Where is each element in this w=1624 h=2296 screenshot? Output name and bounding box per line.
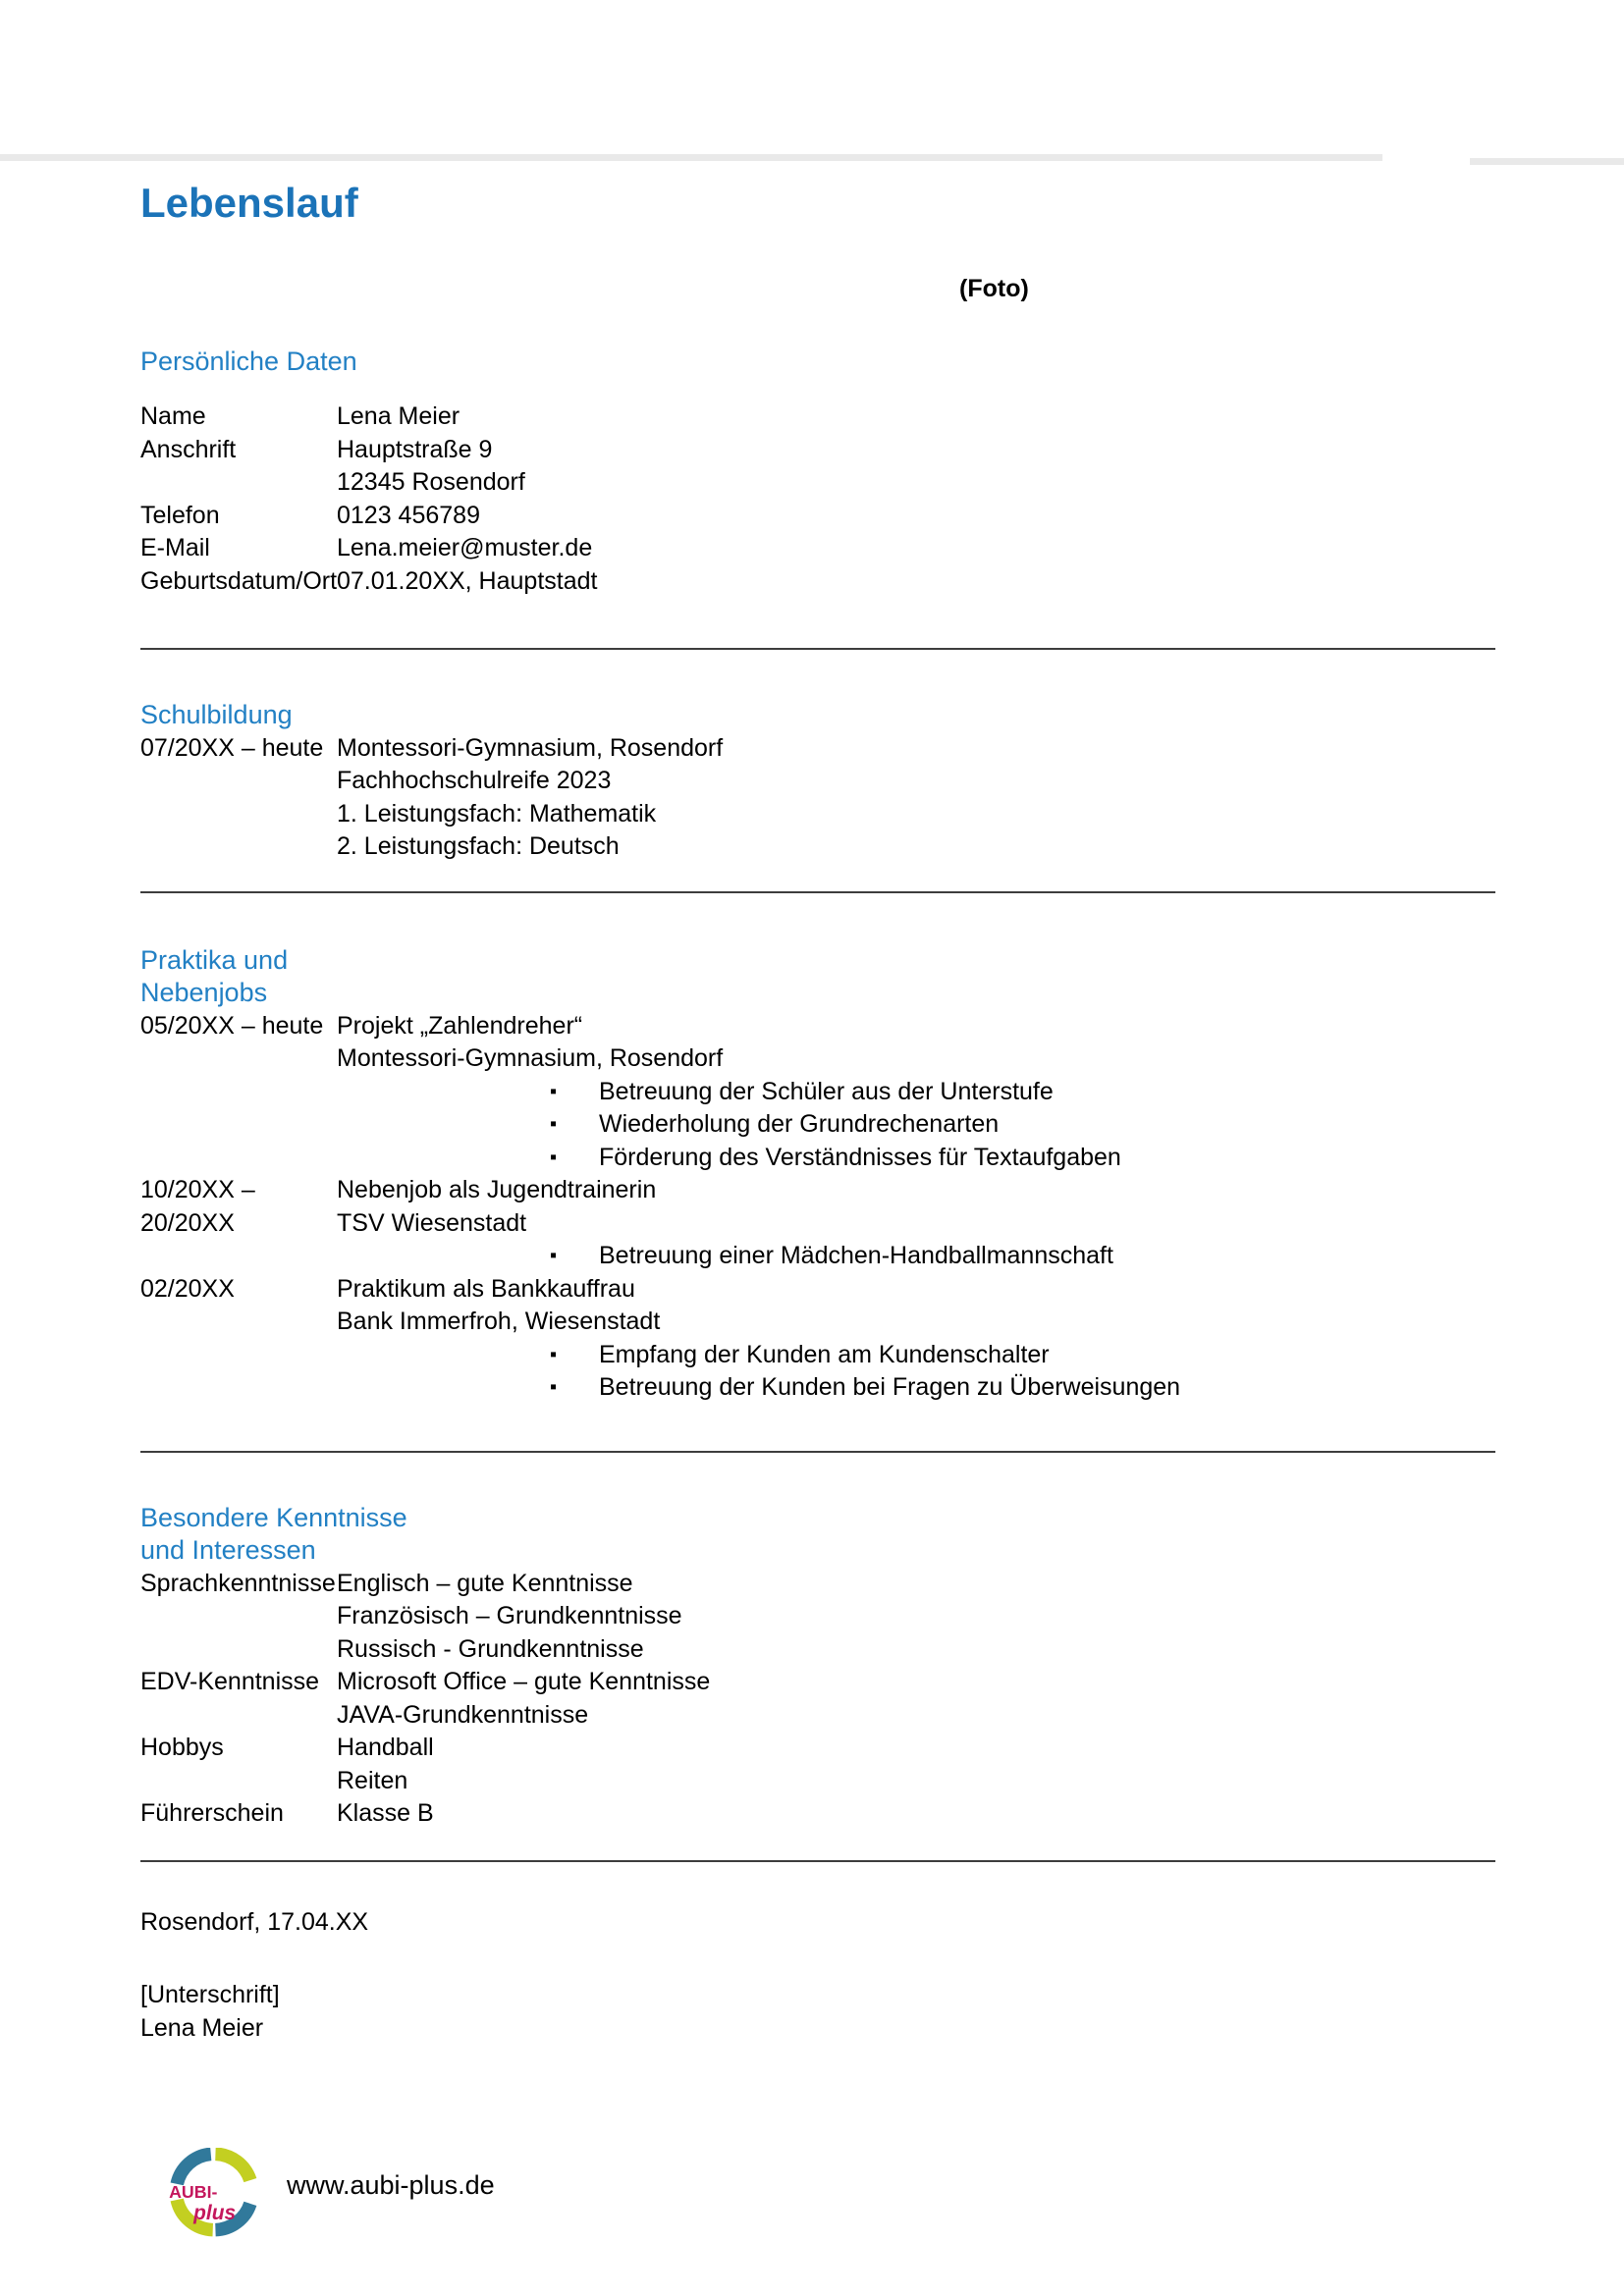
bullet-item xyxy=(337,1108,1495,1142)
bullet-item xyxy=(337,1142,1495,1175)
field-value xyxy=(337,400,1495,434)
photo-placeholder: (Foto) xyxy=(959,275,1029,302)
bullet-icon: ▪ xyxy=(550,1146,558,1168)
bullet-item xyxy=(337,1240,1495,1273)
value-line: Lena.meier@muster.de xyxy=(337,534,593,561)
value-line: Microsoft Office – gute Kenntnisse xyxy=(337,1668,711,1695)
period: 10/20XX – 20/20XX xyxy=(140,1176,255,1237)
data-row xyxy=(140,565,1495,599)
bullet-item xyxy=(337,1076,1495,1109)
logo-ring-top-right xyxy=(215,2154,249,2180)
field-value xyxy=(337,532,1495,565)
entry-line: TSV Wiesenstadt xyxy=(337,1208,527,1237)
bullet-text: Betreuung einer Mädchen-Handballmannschaft xyxy=(599,1242,1113,1269)
heading-line: Nebenjobs xyxy=(140,978,268,1007)
period: 07/20XX – heute xyxy=(140,733,324,762)
entry-line: 1. Leistungsfach: Mathematik xyxy=(337,799,657,828)
bullet-text: Förderung des Verständnisses für Textaufgaben xyxy=(599,1143,1121,1171)
bullet-item xyxy=(337,1339,1495,1372)
data-row xyxy=(140,434,1495,500)
heading-line: Besondere Kenntnisse xyxy=(140,1502,407,1532)
bullet-icon: ▪ xyxy=(550,1245,558,1266)
value-line: Hauptstraße 9 xyxy=(337,435,493,463)
entry-content xyxy=(337,1174,1495,1273)
bullet-item xyxy=(337,1371,1495,1405)
field-value xyxy=(337,500,1495,533)
field-label: Anschrift xyxy=(140,435,237,463)
data-row xyxy=(140,532,1495,565)
entry-line: Montessori-Gymnasium, Rosendorf xyxy=(337,733,724,762)
data-row xyxy=(140,1797,1495,1831)
skills-rows xyxy=(140,1568,1495,1831)
footer-website-link[interactable]: www.aubi-plus.de xyxy=(287,2170,495,2200)
value-line: Klasse B xyxy=(337,1799,434,1827)
field-label: Führerschein xyxy=(140,1799,284,1827)
entry-line: Fachhochschulreife 2023 xyxy=(337,767,612,794)
entry-line: Nebenjob als Jugendtrainerin xyxy=(337,1176,657,1203)
field-value xyxy=(337,1797,1495,1831)
value-line: Lena Meier xyxy=(337,402,460,430)
bullet-text: Wiederholung der Grundrechenarten xyxy=(599,1110,1000,1138)
cv-page xyxy=(140,180,1495,2045)
entry-line: Bank Immerfroh, Wiesenstadt xyxy=(337,1308,661,1335)
data-row xyxy=(140,1732,1495,1797)
value-line: 0123 456789 xyxy=(337,501,480,529)
bullet-icon: ▪ xyxy=(550,1113,558,1135)
field-label: E-Mail xyxy=(140,534,210,561)
entry-content xyxy=(337,1273,1495,1405)
value-line: Englisch – gute Kenntnisse xyxy=(337,1569,633,1597)
section-divider xyxy=(140,891,1495,893)
entry-content xyxy=(337,1010,1495,1175)
period: 05/20XX – heute xyxy=(140,1011,324,1040)
field-value xyxy=(337,434,1495,500)
experience-entry xyxy=(140,1174,1495,1273)
value-line: Französisch – Grundkenntnisse xyxy=(337,1602,682,1629)
education-entry xyxy=(140,732,1495,864)
field-label: Hobbys xyxy=(140,1734,224,1761)
logo-text-aubi: AUBI- xyxy=(169,2182,218,2203)
section-heading-skills xyxy=(140,1502,1495,1568)
section-divider xyxy=(140,1451,1495,1453)
page-title: Lebenslauf xyxy=(140,180,358,226)
entry-content xyxy=(337,732,1495,864)
bullet-text: Betreuung der Schüler aus der Unterstufe xyxy=(599,1077,1054,1105)
section-divider xyxy=(140,648,1495,650)
field-value xyxy=(337,1666,1495,1732)
field-label: Name xyxy=(140,402,206,430)
value-line: JAVA-Grundkenntnisse xyxy=(337,1700,589,1729)
value-line: 12345 Rosendorf xyxy=(337,468,525,496)
entry-line: 2. Leistungsfach: Deutsch xyxy=(337,832,620,860)
field-value xyxy=(337,1732,1495,1797)
aubi-plus-logo xyxy=(167,2148,280,2238)
section-heading-education: Schulbildung xyxy=(140,700,293,729)
field-value xyxy=(337,1568,1495,1667)
place-and-date: Rosendorf, 17.04.XX xyxy=(140,1907,369,1936)
data-row xyxy=(140,1666,1495,1732)
page-top-divider-left xyxy=(0,154,1382,161)
field-label: Geburtsdatum/Ort xyxy=(140,566,338,595)
page-top-divider-right xyxy=(1470,158,1624,165)
field-label: Sprachkenntnisse xyxy=(140,1569,336,1597)
signature-name: Lena Meier xyxy=(140,2013,264,2042)
bullet-icon: ▪ xyxy=(550,1343,558,1365)
bullet-text: Empfang der Kunden am Kundenschalter xyxy=(599,1340,1050,1368)
entry-line: Praktikum als Bankkauffrau xyxy=(337,1274,635,1303)
bullet-icon: ▪ xyxy=(550,1080,558,1102)
bullet-icon: ▪ xyxy=(550,1376,558,1398)
entry-line: Projekt „Zahlendreher“ xyxy=(337,1011,583,1040)
section-divider xyxy=(140,1860,1495,1862)
data-row xyxy=(140,400,1495,434)
experience-entry xyxy=(140,1010,1495,1175)
signature-block xyxy=(140,1979,1495,2045)
data-row xyxy=(140,500,1495,533)
heading-line: und Interessen xyxy=(140,1535,316,1565)
value-line: Handball xyxy=(337,1734,434,1761)
experience-entry xyxy=(140,1273,1495,1405)
field-value xyxy=(337,565,1495,599)
entry-line: Montessori-Gymnasium, Rosendorf xyxy=(337,1044,724,1072)
logo-ring-top-left xyxy=(177,2154,211,2184)
personal-data-rows xyxy=(140,400,1495,598)
field-label: Telefon xyxy=(140,501,220,529)
data-row xyxy=(140,1568,1495,1667)
heading-line: Praktika und xyxy=(140,944,289,975)
value-line: Reiten xyxy=(337,1766,408,1794)
section-heading-jobs xyxy=(140,944,1495,1010)
signature-placeholder: [Unterschrift] xyxy=(140,1981,280,2008)
field-label: EDV-Kenntnisse xyxy=(140,1668,320,1695)
section-heading-personal: Persönliche Daten xyxy=(140,346,357,376)
value-line: Russisch - Grundkenntnisse xyxy=(337,1634,644,1663)
bullet-text: Betreuung der Kunden bei Fragen zu Überweisungen xyxy=(599,1373,1181,1401)
period: 02/20XX xyxy=(140,1274,235,1303)
logo-text-plus: plus xyxy=(193,2202,237,2225)
value-line: 07.01.20XX, Hauptstadt xyxy=(337,566,598,595)
